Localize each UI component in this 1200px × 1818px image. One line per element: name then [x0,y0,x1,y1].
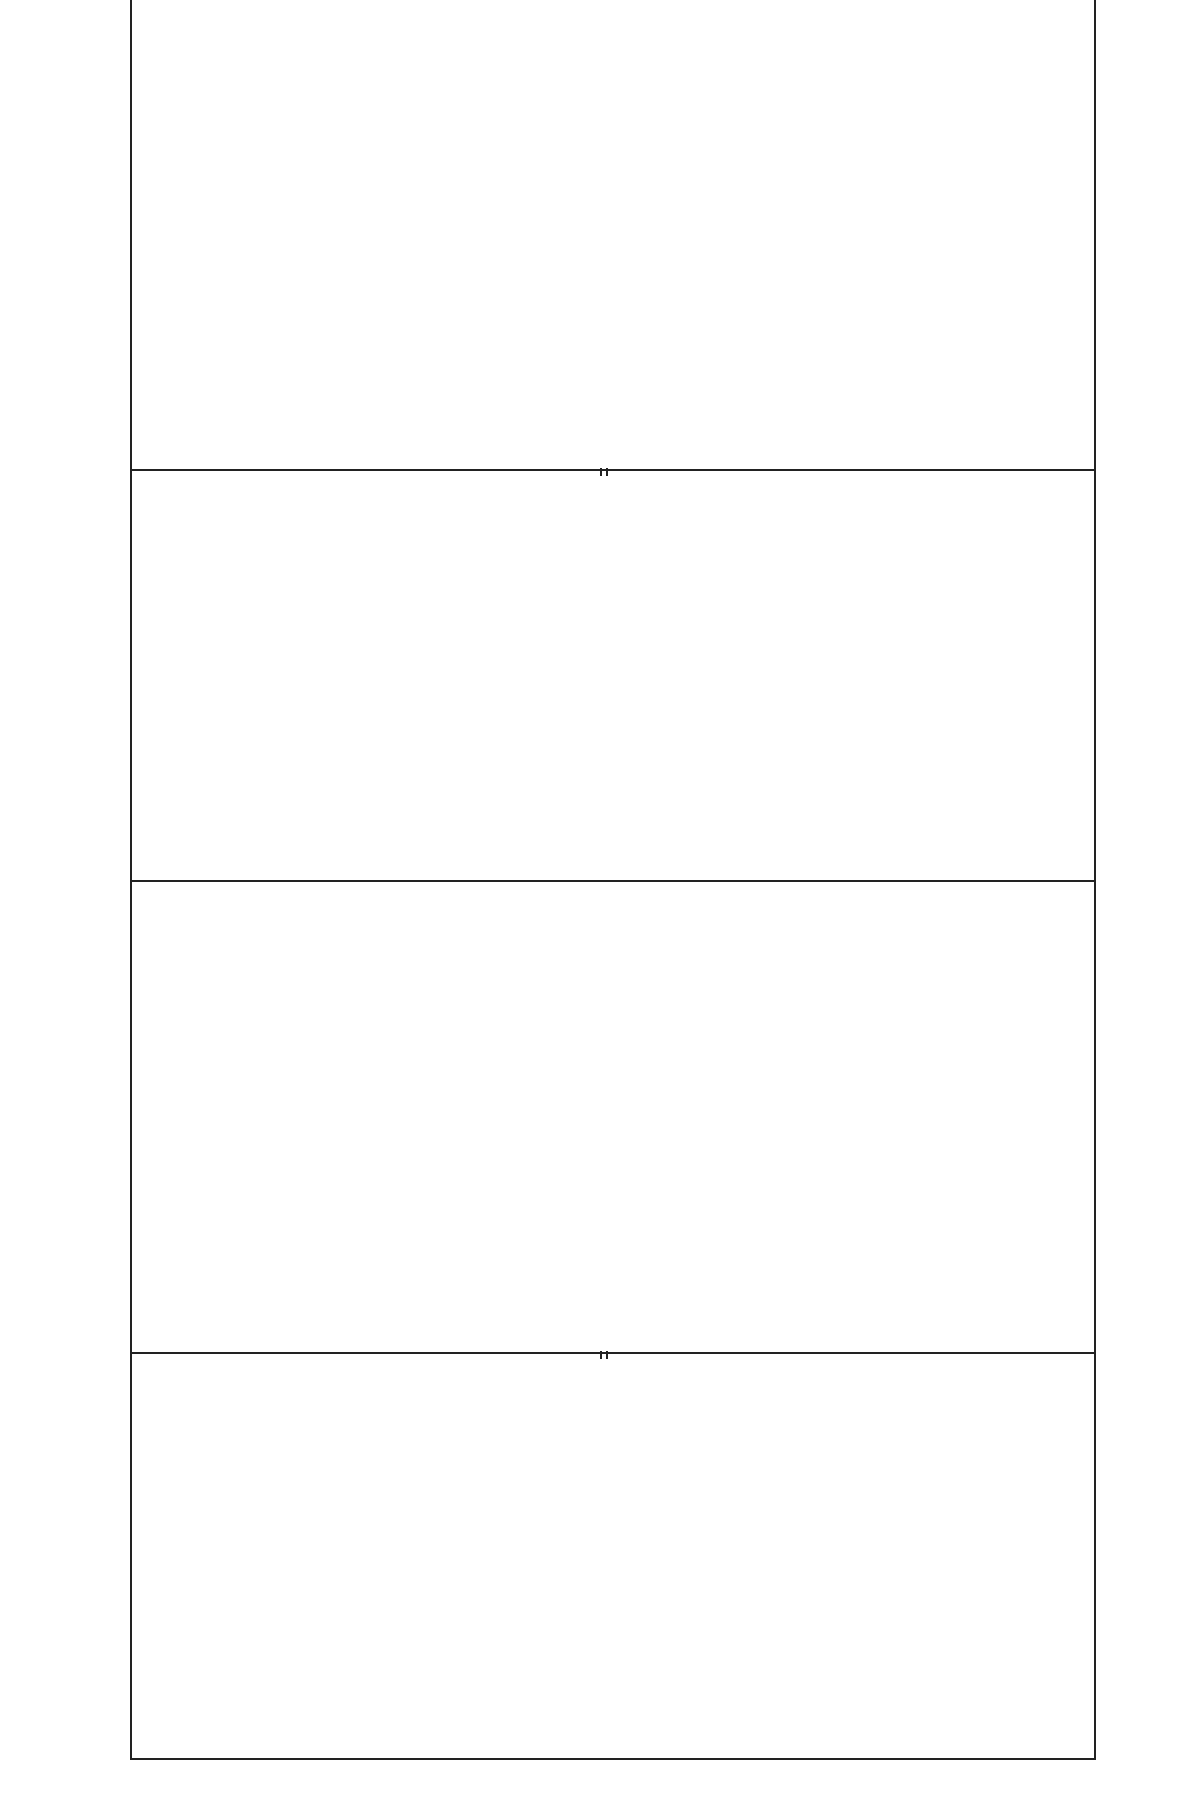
section-divider [130,880,1094,882]
section-divider [130,1352,1094,1354]
page-border-right [1094,0,1096,1760]
page-border-bottom [130,1758,1094,1760]
section-divider [130,469,1094,471]
